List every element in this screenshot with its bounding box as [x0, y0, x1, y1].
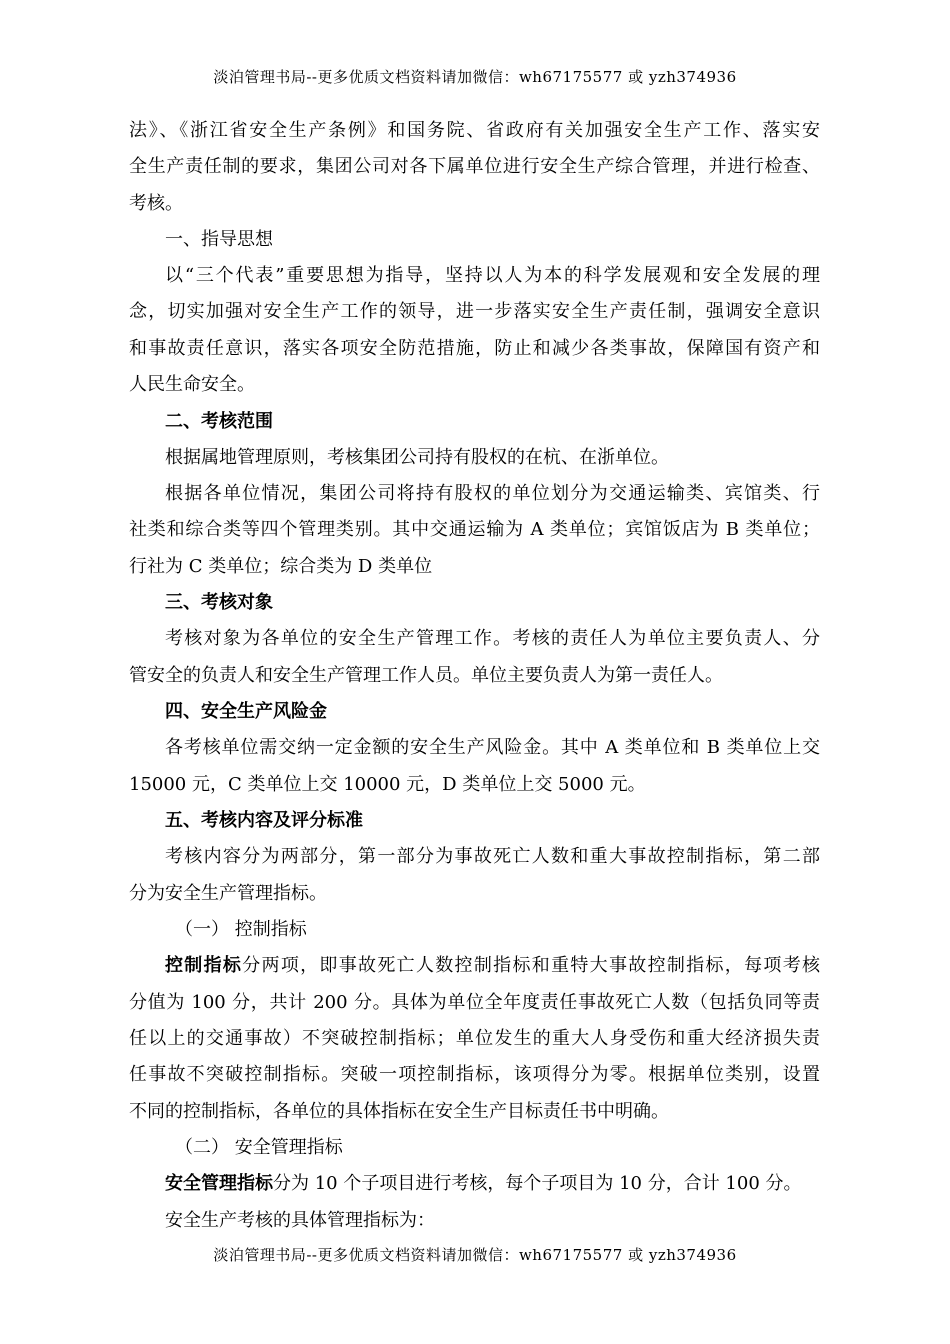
section1-heading: 一、指导思想 — [165, 229, 273, 250]
section2-heading: 二、考核范围 — [165, 411, 273, 432]
section3-paragraph-line-2: 管安全的负责人和安全生产管理工作人员。单位主要负责人为第一责任人。 — [129, 665, 723, 686]
control-indicators-line-1 — [165, 954, 820, 978]
control-indicators-bold-lead: 控制指标 — [165, 955, 243, 976]
safety-management-line-1 — [165, 1172, 802, 1196]
safety-management-line-1-rest: 分为 10 个子项目进行考核，每个子项目为 10 分，合计 100 分。 — [273, 1173, 802, 1194]
section1-paragraph-line-2: 念，切实加强对安全生产工作的领导，进一步落实安全生产责任制，强调安全意识 — [129, 301, 820, 322]
section4-heading: 四、安全生产风险金 — [165, 701, 327, 722]
section2-paragraph2-line-2: 社类和综合类等四个管理类别。其中交通运输为 A 类单位；宾馆饭店为 B 类单位； — [129, 519, 820, 540]
safety-management-subheading: （二） 安全管理指标 — [175, 1137, 343, 1158]
section2-paragraph1: 根据属地管理原则，考核集团公司持有股权的在杭、在浙单位。 — [165, 447, 669, 468]
page-header: 淡泊管理书局--更多优质文档资料请加微信：wh67175577 或 yzh374936 — [213, 68, 737, 86]
section2-paragraph2-line-1: 根据各单位情况，集团公司将持有股权的单位划分为交通运输类、宾馆类、行 — [165, 483, 820, 504]
safety-management-bold-lead: 安全管理指标 — [165, 1173, 273, 1194]
section1-paragraph-line-3: 和事故责任意识，落实各项安全防范措施，防止和减少各类事故，保障国有资产和 — [129, 338, 820, 359]
control-indicators-subheading: （一） 控制指标 — [175, 919, 307, 940]
section2-paragraph2-line-3: 行社为 C 类单位；综合类为 D 类单位 — [129, 556, 433, 577]
intro-line-2: 全生产责任制的要求，集团公司对各下属单位进行安全生产综合管理，并进行检查、 — [129, 156, 820, 177]
intro-line-3: 考核。 — [129, 193, 183, 214]
section5-paragraph-line-2: 分为安全生产管理指标。 — [129, 883, 327, 904]
section3-paragraph-line-1: 考核对象为各单位的安全生产管理工作。考核的责任人为单位主要负责人、分 — [165, 628, 820, 649]
section1-paragraph-line-4: 人民生命安全。 — [129, 374, 255, 395]
section5-heading: 五、考核内容及评分标准 — [165, 810, 363, 831]
section4-paragraph-line-1: 各考核单位需交纳一定金额的安全生产风险金。其中 A 类单位和 B 类单位上交 — [165, 737, 820, 758]
control-indicators-line-5: 不同的控制指标，各单位的具体指标在安全生产目标责任书中明确。 — [129, 1101, 669, 1122]
section3-heading: 三、考核对象 — [165, 592, 273, 613]
control-indicators-line-3: 任以上的交通事故）不突破控制指标；单位发生的重大人身受伤和重大经济损失责 — [129, 1028, 820, 1049]
control-indicators-line-1-rest: 分两项，即事故死亡人数控制指标和重特大事故控制指标，每项考核 — [242, 955, 821, 976]
section1-paragraph-line-1: 以“三个代表”重要思想为指导，坚持以人为本的科学发展观和安全发展的理 — [165, 265, 820, 286]
control-indicators-line-4: 任事故不突破控制指标。突破一项控制指标，该项得分为零。根据单位类别，设置 — [129, 1064, 820, 1085]
section4-paragraph-line-2: 15000 元，C 类单位上交 10000 元，D 类单位上交 5000 元。 — [129, 774, 646, 795]
control-indicators-line-2: 分值为 100 分，共计 200 分。具体为单位全年度责任事故死亡人数（包括负同等责 — [129, 992, 820, 1013]
section5-paragraph-line-1: 考核内容分为两部分，第一部分为事故死亡人数和重大事故控制指标，第二部 — [165, 846, 820, 867]
safety-management-line-2: 安全生产考核的具体管理指标为： — [165, 1210, 435, 1231]
page-footer: 淡泊管理书局--更多优质文档资料请加微信：wh67175577 或 yzh374936 — [213, 1246, 737, 1264]
intro-line-1: 法》、《浙江省安全生产条例》和国务院、省政府有关加强安全生产工作、落实安 — [129, 120, 820, 141]
